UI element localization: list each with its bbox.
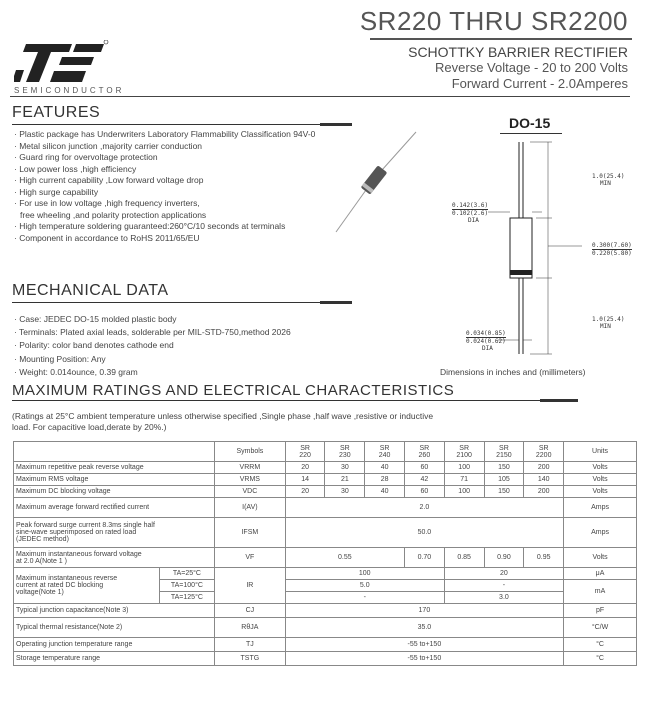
dim-lead-diameter: 0.034(0.85) 0.024(0.62) DIA (466, 330, 506, 352)
table-cell: TSTG (215, 652, 286, 666)
table-cell: Storage temperature range (14, 652, 215, 666)
table-row (14, 618, 637, 638)
table-cell: °C (564, 652, 637, 666)
list-item: free wheeling ,and polarity protection applications (20, 209, 207, 220)
table-cell: VF (215, 548, 286, 568)
table-cell: 40 (365, 486, 405, 498)
table-cell: Maximum repetitive peak reverse voltage (14, 462, 215, 474)
table-cell: 200 (524, 486, 564, 498)
table-cell: 35.0 (285, 618, 563, 638)
list-item: · Polarity: color band denotes cathode end (14, 339, 394, 352)
table-cell: Operating junction temperature range (14, 638, 215, 652)
list-item: · Metal silicon junction ,majority carrier conduction (14, 141, 384, 153)
ratings-note-line1: (Ratings at 25°C ambient temperature unless otherwise specified ,Single phase ,half wave ,resistive or inductive (12, 411, 434, 421)
list-item: · Mounting Position: Any (14, 353, 394, 366)
model-header: SR 260 (405, 442, 445, 462)
table-row (14, 498, 637, 518)
table-cell: 100 (285, 568, 444, 580)
company-name: SEMICONDUCTOR (14, 86, 125, 95)
table-cell: 14 (285, 474, 325, 486)
ratings-rule (12, 400, 578, 401)
features-rule (12, 124, 352, 125)
table-cell: 0.95 (524, 548, 564, 568)
package-name-rule (500, 133, 562, 134)
list-item: · Component in accordance to RoHS 2011/65/EU (14, 233, 384, 245)
table-cell: 40 (365, 462, 405, 474)
model-header: SR 2150 (484, 442, 524, 462)
table-cell: 5.0 (285, 580, 444, 592)
dim-lead-length-bottom: 1.0(25.4) MIN (592, 316, 625, 330)
table-row (14, 462, 637, 474)
list-item: · High current capability ,Low forward voltage drop (14, 175, 384, 187)
table-cell: 0.55 (285, 548, 404, 568)
table-row (14, 486, 637, 498)
forward-current-spec: Forward Current - 2.0Amperes (451, 76, 628, 91)
table-cell: 71 (444, 474, 484, 486)
table-cell: - (444, 580, 563, 592)
table-cell: Volts (564, 548, 637, 568)
table-cell: Typical thermal resistance(Note 2) (14, 618, 215, 638)
table-cell: Maximum instantaneous reverse current at rated DC blocking voltage(Note 1) (14, 568, 160, 604)
list-item: · Terminals: Plated axial leads, solderable per MIL-STD-750,method 2026 (14, 326, 394, 339)
table-cell: 105 (484, 474, 524, 486)
ratings-table (13, 441, 637, 666)
table-cell: 0.70 (405, 548, 445, 568)
table-cell: CJ (215, 604, 286, 618)
table-cell: 60 (405, 462, 445, 474)
table-row (14, 568, 637, 580)
dim-lead-length-top: 1.0(25.4) MIN (592, 173, 625, 187)
list-item: · For use in low voltage ,high frequency inverters, (14, 198, 384, 210)
table-cell: 50.0 (285, 518, 563, 548)
mechanical-list (14, 313, 394, 379)
reverse-voltage-spec: Reverse Voltage - 20 to 200 Volts (435, 60, 628, 75)
table-row (14, 638, 637, 652)
table-row (14, 604, 637, 618)
table-cell: 150 (484, 486, 524, 498)
list-item: · Case: JEDEC DO-15 molded plastic body (14, 313, 394, 326)
diode-illustration (332, 128, 422, 243)
table-cell: TA=100°C (159, 580, 214, 592)
table-cell: TA=25°C (159, 568, 214, 580)
table-cell: 20 (285, 486, 325, 498)
table-cell: 21 (325, 474, 365, 486)
table-cell: °C/W (564, 618, 637, 638)
table-cell: 170 (285, 604, 563, 618)
table-row (14, 474, 637, 486)
table-row (14, 548, 637, 568)
table-cell: pF (564, 604, 637, 618)
table-cell: Maximum RMS voltage (14, 474, 215, 486)
table-cell: Volts (564, 474, 637, 486)
table-cell: -55 to+150 (285, 652, 563, 666)
list-item: · Low power loss ,high efficiency (14, 164, 384, 176)
model-header: SR 220 (285, 442, 325, 462)
table-row (14, 518, 637, 548)
table-cell: VDC (215, 486, 286, 498)
table-cell (14, 442, 215, 462)
table-cell: 28 (365, 474, 405, 486)
table-cell: Units (564, 442, 637, 462)
table-header-row (14, 442, 637, 462)
table-cell: Volts (564, 462, 637, 474)
ratings-heading: MAXIMUM RATINGS AND ELECTRICAL CHARACTERISTICS (12, 382, 455, 399)
features-heading: FEATURES (12, 104, 101, 121)
product-type: SCHOTTKY BARRIER RECTIFIER (408, 44, 628, 60)
list-item: · High surge capability (14, 187, 384, 199)
table-cell: mA (564, 580, 637, 604)
table-cell: μA (564, 568, 637, 580)
table-cell: 42 (405, 474, 445, 486)
table-cell: 30 (325, 486, 365, 498)
list-item: · Plastic package has Underwriters Laboratory Flammability Classification 94V-0 (14, 129, 384, 141)
table-cell: Typical junction capacitance(Note 3) (14, 604, 215, 618)
package-name: DO-15 (509, 115, 551, 131)
table-cell: 60 (405, 486, 445, 498)
ratings-rule-mark (540, 399, 578, 402)
table-cell: Peak forward surge current 8.3ms single half sine-wave superimposed on rated load (JEDEC method) (14, 518, 215, 548)
table-cell: TJ (215, 638, 286, 652)
mechanical-rule-mark (320, 301, 352, 304)
table-cell: I(AV) (215, 498, 286, 518)
table-cell: 0.90 (484, 548, 524, 568)
table-cell: 100 (444, 486, 484, 498)
table-cell: Maximum average forward rectified current (14, 498, 215, 518)
title-rule (370, 38, 632, 40)
table-cell: IR (215, 568, 286, 604)
table-cell: -55 to+150 (285, 638, 563, 652)
table-cell: 2.0 (285, 498, 563, 518)
table-cell: °C (564, 638, 637, 652)
dim-body-diameter: 0.142(3.6) 0.102(2.6) DIA (452, 202, 489, 224)
model-header: SR 2200 (524, 442, 564, 462)
page-title: SR220 THRU SR2200 (359, 6, 628, 36)
mechanical-heading: MECHANICAL DATA (12, 282, 169, 299)
list-item: · High temperature soldering guaranteed:260°C/10 seconds at terminals (14, 221, 384, 233)
table-cell: 100 (444, 462, 484, 474)
features-list (14, 129, 384, 244)
list-item: · Weight: 0.014ounce, 0.39 gram (14, 366, 394, 379)
table-cell: 20 (444, 568, 563, 580)
table-cell: Amps (564, 498, 637, 518)
model-header: SR 2100 (444, 442, 484, 462)
table-cell: 0.85 (444, 548, 484, 568)
mechanical-rule (12, 302, 352, 303)
table-cell: Maximum instantaneous forward voltage at 2.0 A(Note 1 ) (14, 548, 215, 568)
table-cell: 3.0 (444, 592, 563, 604)
dimensions-caption: Dimensions in inches and (millimeters) (440, 367, 586, 377)
table-row (14, 652, 637, 666)
table-cell: 200 (524, 462, 564, 474)
company-logo (14, 40, 109, 89)
table-cell: 30 (325, 462, 365, 474)
table-cell: TA=125°C (159, 592, 214, 604)
model-header: SR 230 (325, 442, 365, 462)
table-cell: Maximum DC blocking voltage (14, 486, 215, 498)
table-cell: Amps (564, 518, 637, 548)
model-header: SR 240 (365, 442, 405, 462)
list-item: · Guard ring for overvoltage protection (14, 152, 384, 164)
features-rule-mark (320, 123, 352, 126)
ratings-note-line2: load. For capacitive load,derate by 20%.) (12, 422, 167, 432)
dim-body-length: 0.300(7.60) 0.220(5.80) (592, 242, 632, 257)
table-cell: Symbols (215, 442, 286, 462)
table-cell: 150 (484, 462, 524, 474)
table-cell: IFSM (215, 518, 286, 548)
table-cell: - (285, 592, 444, 604)
table-cell: Volts (564, 486, 637, 498)
header-divider (10, 96, 630, 97)
table-cell: RθJA (215, 618, 286, 638)
table-cell: 20 (285, 462, 325, 474)
table-cell: 140 (524, 474, 564, 486)
table-cell: VRMS (215, 474, 286, 486)
table-cell: VRRM (215, 462, 286, 474)
